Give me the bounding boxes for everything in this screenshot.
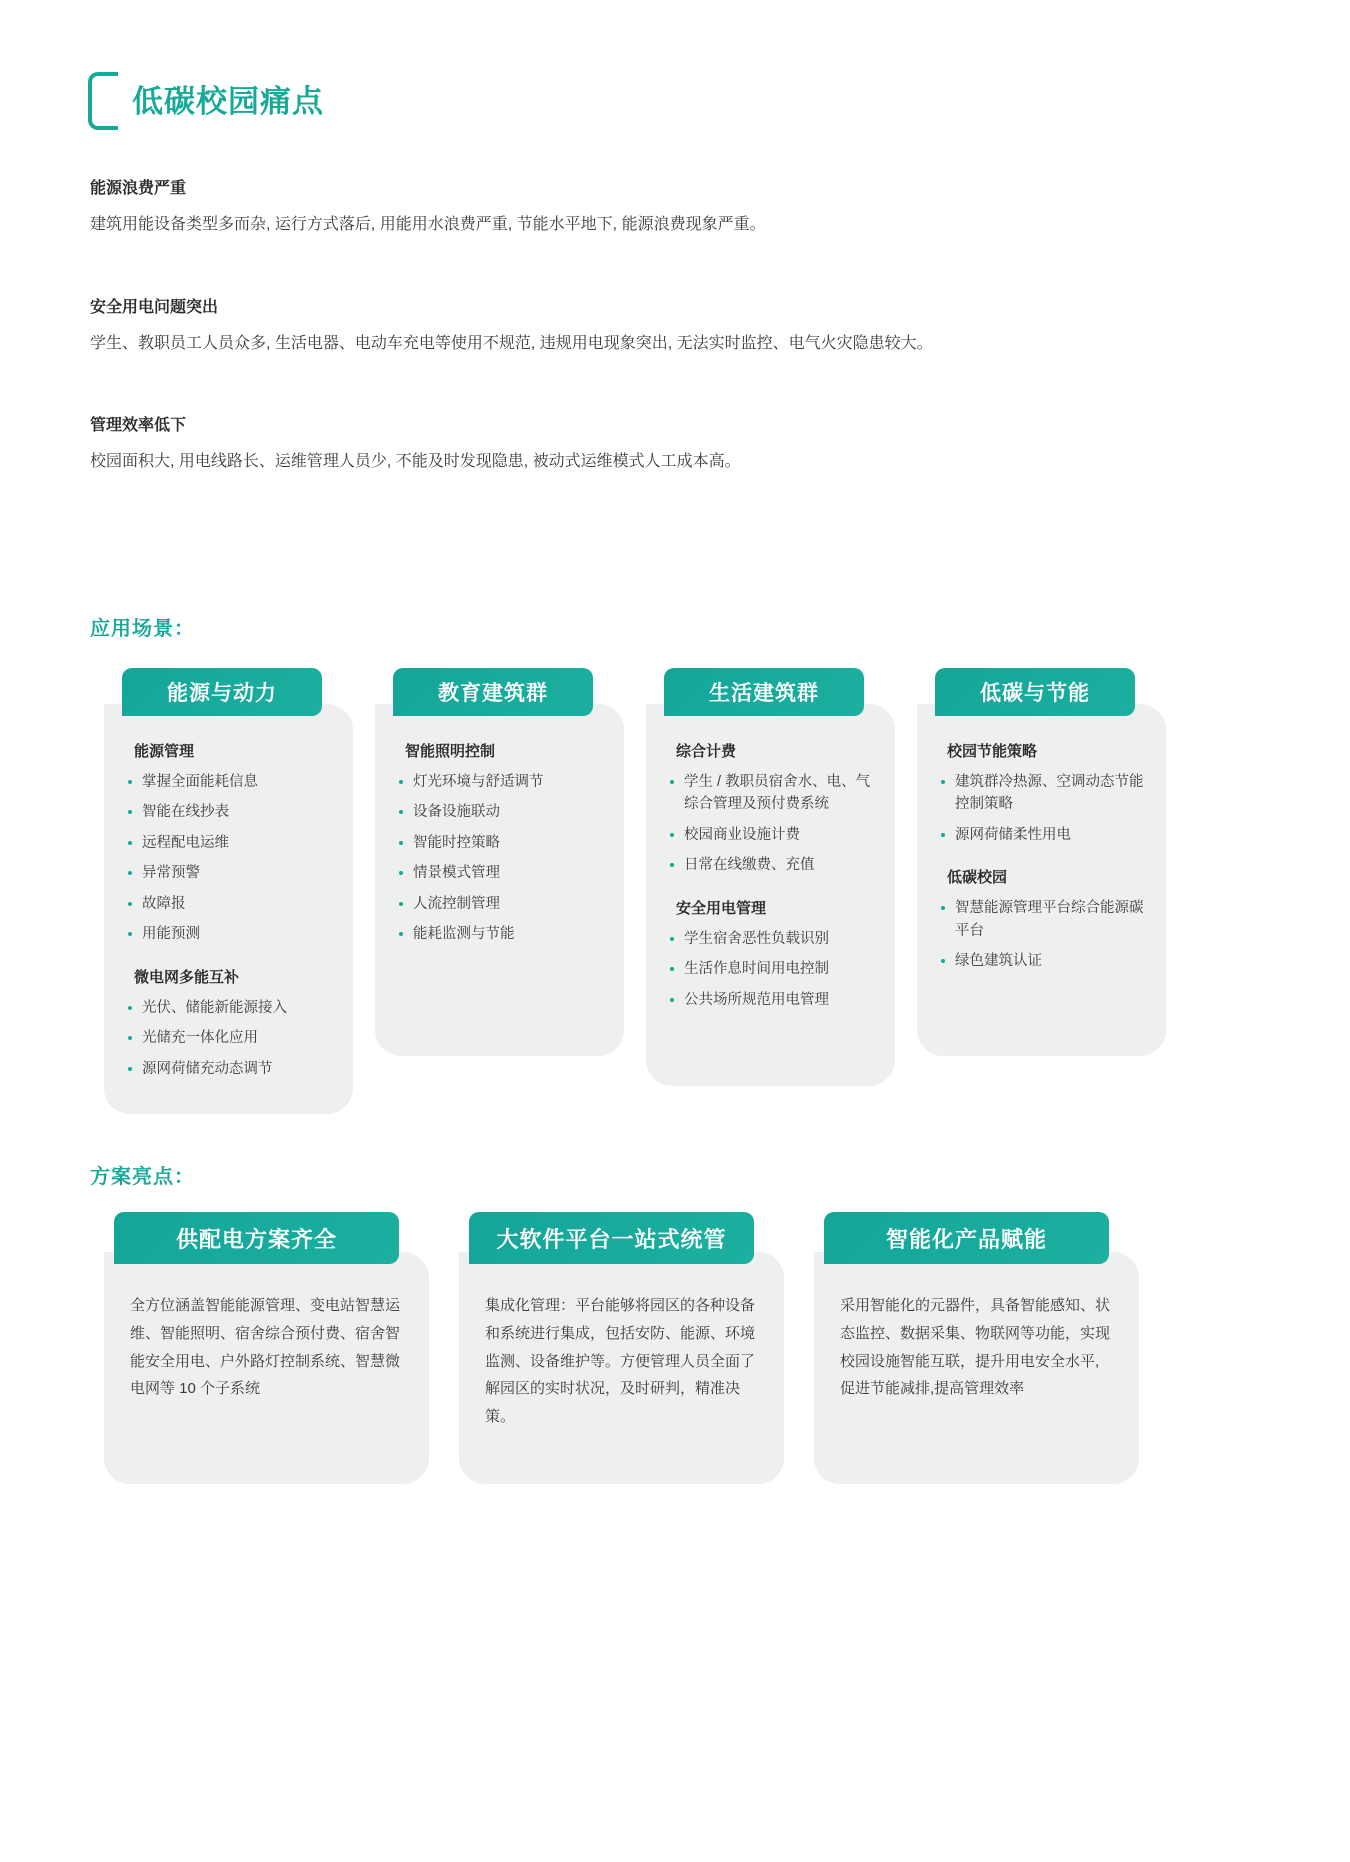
list-item: 源网荷储柔性用电: [939, 824, 1146, 846]
highlights-section: [104, 1212, 1139, 1484]
highlight-card-text: 集成化管理：平台能够将园区的各种设备和系统进行集成，包括安防、能源、环境监测、设备维护等。方便管理人员全面了解园区的实时状况，及时研判，精准决策。: [459, 1252, 784, 1484]
list-item: 智能时控策略: [397, 832, 604, 854]
scene-card-title: 生活建筑群: [664, 668, 864, 716]
scene-group-list: [668, 771, 875, 877]
scene-group-title: 低碳校园: [947, 869, 1008, 887]
highlight-card-power-distribution: [104, 1212, 429, 1484]
scene-group-list: [397, 771, 604, 946]
scene-group-title: 安全用电管理: [676, 899, 767, 917]
highlight-card-title: 智能化产品赋能: [824, 1212, 1109, 1264]
painpoint-title: 安全用电问题突出: [90, 298, 219, 316]
scene-card-body: [375, 704, 624, 1056]
painpoint-text: 校园面积大, 用电线路长、运维管理人员少, 不能及时发现隐患, 被动式运维模式人工成本高。: [90, 453, 741, 471]
scene-group-title: 能源管理: [134, 743, 195, 760]
list-item: 能耗监测与节能: [397, 923, 604, 945]
scene-group-list: [126, 997, 333, 1080]
scene-group-title: 综合计费: [676, 743, 737, 760]
scene-group-title: 微电网多能互补: [134, 968, 240, 986]
list-item: 校园商业设施计费: [668, 824, 875, 846]
list-item: 故障报: [126, 893, 333, 915]
scene-card-energy-power: [104, 668, 353, 1114]
list-item: 智慧能源管理平台综合能源碳平台: [939, 897, 1146, 942]
page-title: 低碳校园痛点: [132, 83, 324, 119]
list-item: 智能在线抄表: [126, 801, 333, 823]
page-header: [88, 72, 324, 130]
scene-card-low-carbon-energy-saving: [917, 668, 1166, 1114]
scenes-section-label: 应用场景：: [90, 618, 195, 640]
list-item: 用能预测: [126, 923, 333, 945]
highlight-card-platform: [459, 1212, 784, 1484]
scene-group-list: [939, 897, 1146, 972]
scene-card-body: [104, 704, 353, 1114]
list-item: 人流控制管理: [397, 893, 604, 915]
highlight-card-text: 全方位涵盖智能能源管理、变电站智慧运维、智能照明、宿舍综合预付费、宿舍智能安全用电、户外路灯控制系统、智慧微电网等 10 个子系统: [104, 1252, 429, 1484]
highlights-section-label: 方案亮点：: [90, 1166, 195, 1188]
highlight-card-text: 采用智能化的元器件，具备智能感知、状态监控、数据采集、物联网等功能，实现校园设施智能互联，提升用电安全水平,促进节能减排,提高管理效率: [814, 1252, 1139, 1484]
list-item: 异常预警: [126, 862, 333, 884]
list-item: 绿色建筑认证: [939, 950, 1146, 972]
list-item: 光储充一体化应用: [126, 1027, 333, 1049]
scene-group-title: 校园节能策略: [947, 743, 1038, 760]
highlight-card-title: 供配电方案齐全: [114, 1212, 399, 1264]
scene-card-body: [646, 704, 895, 1086]
list-item: 生活作息时间用电控制: [668, 958, 875, 980]
highlight-card-title: 大软件平台一站式统管: [469, 1212, 754, 1264]
painpoint-item: [90, 175, 1270, 238]
list-item: 公共场所规范用电管理: [668, 989, 875, 1011]
highlight-card-smart-products: [814, 1212, 1139, 1484]
painpoint-item: [90, 294, 1270, 357]
scene-card-title: 能源与动力: [122, 668, 322, 716]
bracket-decoration-icon: [88, 72, 118, 130]
list-item: 日常在线缴费、充值: [668, 854, 875, 876]
list-item: 灯光环境与舒适调节: [397, 771, 604, 793]
list-item: 远程配电运维: [126, 832, 333, 854]
list-item: 学生宿舍恶性负载识别: [668, 928, 875, 950]
scene-card-living-buildings: [646, 668, 895, 1114]
painpoint-item: [90, 412, 1270, 475]
scene-card-education-buildings: [375, 668, 624, 1114]
scene-card-title: 教育建筑群: [393, 668, 593, 716]
scenes-section: [104, 668, 1166, 1114]
scene-group-title: 智能照明控制: [405, 743, 496, 760]
list-item: 掌握全面能耗信息: [126, 771, 333, 793]
list-item: 设备设施联动: [397, 801, 604, 823]
scene-card-title: 低碳与节能: [935, 668, 1135, 716]
scene-group-list: [939, 771, 1146, 846]
list-item: 学生 / 教职员宿舍水、电、气综合管理及预付费系统: [668, 771, 875, 816]
list-item: 光伏、储能新能源接入: [126, 997, 333, 1019]
painpoint-title: 管理效率低下: [90, 417, 187, 435]
list-item: 源网荷储充动态调节: [126, 1058, 333, 1080]
painpoint-title: 能源浪费严重: [90, 180, 187, 197]
scene-card-body: [917, 704, 1166, 1056]
painpoints-section: [90, 175, 1270, 531]
list-item: 情景模式管理: [397, 862, 604, 884]
scene-group-list: [126, 771, 333, 946]
painpoint-text: 学生、教职员工人员众多, 生活电器、电动车充电等使用不规范, 违规用电现象突出, 无法实时监控、电气火灾隐患较大。: [90, 334, 933, 352]
list-item: 建筑群冷热源、空调动态节能控制策略: [939, 771, 1146, 816]
scene-group-list: [668, 928, 875, 1011]
painpoint-text: 建筑用能设备类型多而杂, 运行方式落后, 用能用水浪费严重, 节能水平地下, 能源浪费现象严重。: [90, 216, 766, 233]
